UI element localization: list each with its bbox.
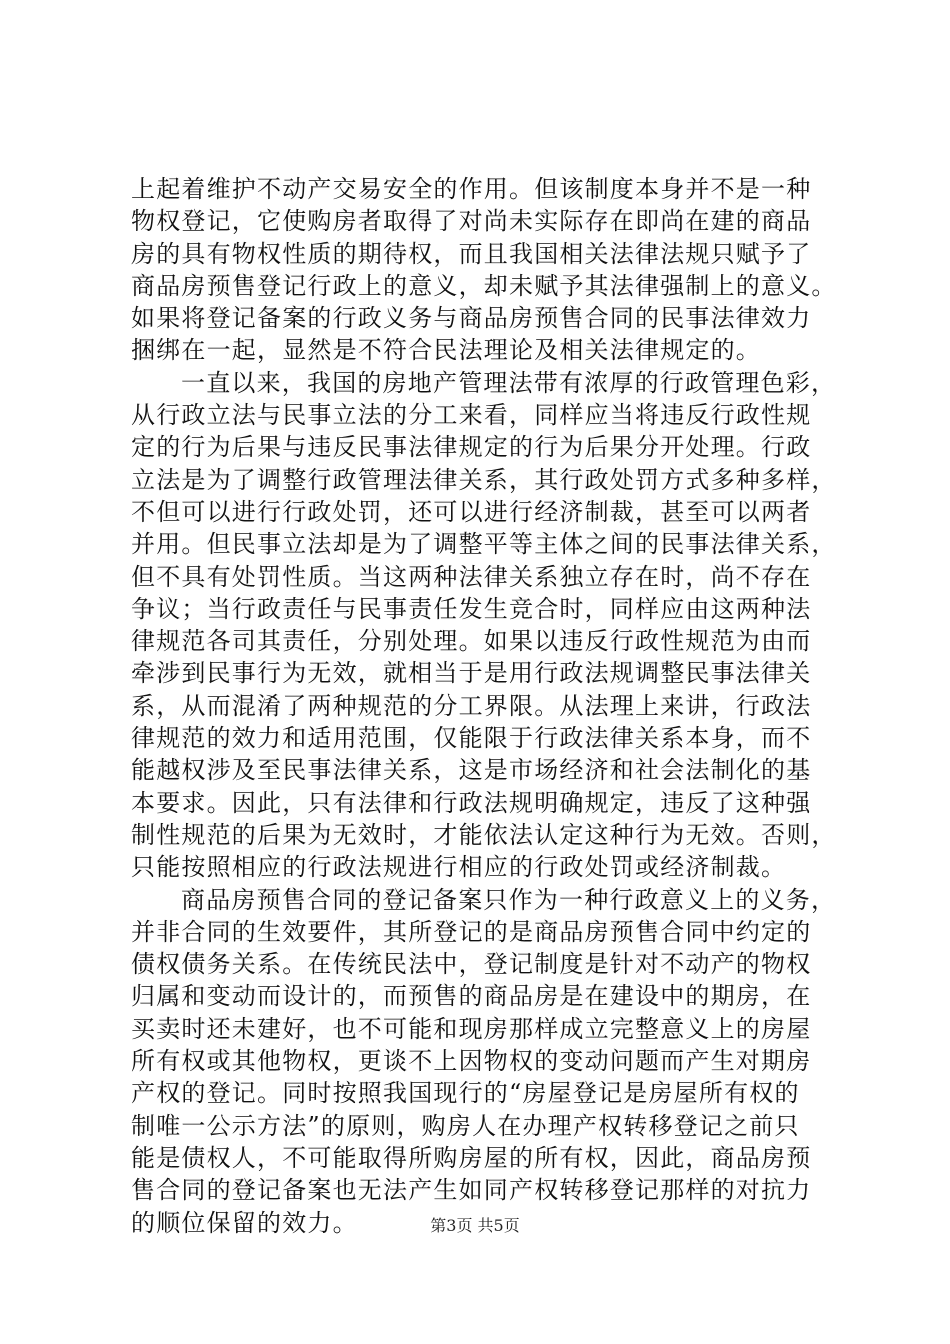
text-line: 物权登记，它使购房者取得了对尚未实际存在即尚在建的商品 bbox=[131, 207, 812, 236]
text-line: 制性规范的后果为无效时，才能依法认定这种行为无效。否则， bbox=[131, 820, 837, 849]
text-line: 制唯一公示方法”的原则，购房人在办理产权转移登记之前只 bbox=[131, 1111, 800, 1140]
text-line: 上起着维护不动产交易安全的作用。但该制度本身并不是一种 bbox=[131, 175, 812, 203]
text-line: 的顺位保留的效力。 bbox=[131, 1208, 358, 1237]
paragraph bbox=[131, 173, 837, 367]
text-line: 捆绑在一起，显然是不符合民法理论及相关法律规定的。 bbox=[131, 336, 761, 365]
text-line: 定的行为后果与违反民事法律规定的行为后果分开处理。行政 bbox=[131, 433, 812, 462]
text-line: 房的具有物权性质的期待权，而且我国相关法律法规只赋予了 bbox=[131, 239, 812, 268]
text-line: 牵涉到民事行为无效，就相当于是用行政法规调整民事法律关 bbox=[131, 659, 812, 688]
text-line: 商品房预售合同的登记备案只作为一种行政意义上的义务， bbox=[181, 885, 837, 914]
text-line: 并非合同的生效要件，其所登记的是商品房预售合同中约定的 bbox=[131, 917, 812, 946]
paragraph bbox=[131, 367, 837, 884]
text-line: 产权的登记。同时按照我国现行的“房屋登记是房屋所有权的 bbox=[131, 1079, 800, 1108]
text-line: 售合同的登记备案也无法产生如同产权转移登记那样的对抗力 bbox=[131, 1176, 812, 1205]
text-line: 归属和变动而设计的，而预售的商品房是在建设中的期房，在 bbox=[131, 982, 812, 1011]
text-line: 商品房预售登记行政上的意义，却未赋予其法律强制上的意义。 bbox=[131, 271, 837, 300]
text-line: 债权债务关系。在传统民法中，登记制度是针对不动产的物权 bbox=[131, 950, 812, 979]
text-line: 不但可以进行行政处罚，还可以进行经济制裁，甚至可以两者 bbox=[131, 497, 812, 526]
document-body bbox=[131, 173, 837, 1239]
text-line: 一直以来，我国的房地产管理法带有浓厚的行政管理色彩， bbox=[181, 368, 837, 397]
page-number-footer: 第3页 共5页 bbox=[430, 1216, 520, 1235]
text-line: 所有权或其他物权，更谈不上因物权的变动问题而产生对期房 bbox=[131, 1047, 812, 1076]
paragraph bbox=[131, 884, 837, 1239]
text-line: 并用。但民事立法却是为了调整平等主体之间的民事法律关系， bbox=[131, 530, 837, 559]
text-line: 能越权涉及至民事法律关系，这是市场经济和社会法制化的基 bbox=[131, 756, 812, 785]
text-line: 只能按照相应的行政法规进行相应的行政处罚或经济制裁。 bbox=[131, 853, 787, 882]
text-line: 本要求。因此，只有法律和行政法规明确规定，违反了这种强 bbox=[131, 788, 812, 817]
text-line: 但不具有处罚性质。当这两种法律关系独立存在时，尚不存在 bbox=[131, 562, 812, 591]
text-line: 能是债权人，不可能取得所购房屋的所有权，因此，商品房预 bbox=[131, 1143, 812, 1172]
text-line: 如果将登记备案的行政义务与商品房预售合同的民事法律效力 bbox=[131, 304, 812, 333]
text-line: 争议；当行政责任与民事责任发生竞合时，同样应由这两种法 bbox=[131, 594, 812, 623]
text-line: 立法是为了调整行政管理法律关系，其行政处罚方式多种多样， bbox=[131, 465, 837, 494]
text-line: 从行政立法与民事立法的分工来看，同样应当将违反行政性规 bbox=[131, 401, 812, 430]
text-line: 律规范的效力和适用范围，仅能限于行政法律关系本身，而不 bbox=[131, 724, 812, 753]
text-line: 律规范各司其责任，分别处理。如果以违反行政性规范为由而 bbox=[131, 627, 812, 656]
text-line: 系，从而混淆了两种规范的分工界限。从法理上来讲，行政法 bbox=[131, 691, 812, 720]
text-line: 买卖时还未建好，也不可能和现房那样成立完整意义上的房屋 bbox=[131, 1014, 812, 1043]
